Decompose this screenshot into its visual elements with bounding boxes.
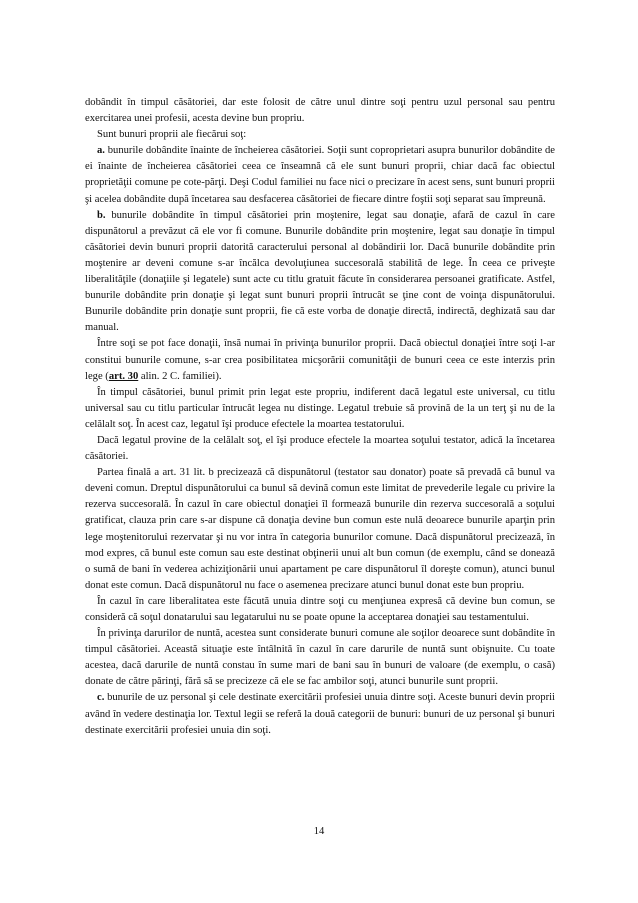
paragraph-art-31: Partea finală a art. 31 lit. b precizează că dispunătorul (testator sau donator) poate să prevadă că bunul va deveni comun. Dreptul dispunătorului ca bunul să devină comun este limitat de prevederile legale cu privire la rezerva succesorală. În cazul în care obiectul donaţiei îl formează bunurile din rezerva succesorală a soţului gratificat, clauza prin care s-ar dispune că donaţia devine bun comun este nulă deoarece bunurile aparţin prin lege moştenitorului rezervatar şi nu vor intra în categoria bunurilor comune. Dacă dispunătorul precizează, în mod expres, că bunul este comun sau este destinat obţinerii unui alt bun comun (de exemplu, când se donează o sumă de bani în vederea achiziţionării unui apartament pe care dispunătorul îl doreşte comun), atunci bunul donat este comun. Dacă dispunătorul nu face o asemenea precizare atunci bunul donat este bun propriu. (85, 467, 555, 591)
donations-text-before: Între soţi se pot face donaţii, însă numai în privinţa bunurilor proprii. Dacă obiectul donaţiei între soţi l-ar constitui bunurile comune, s-ar crea posibilitatea micşorării comunităţii de bunuri ceea ce este interzis prin lege ( (85, 338, 555, 382)
paragraph-item-b (85, 208, 555, 337)
paragraph-item-c (85, 690, 555, 738)
paragraph-liberality: În cazul în care liberalitatea este făcută unuia dintre soţi cu menţiunea expresă că devine bun comun, se consideră că soţul donatarului sau legatarului nu se poate opune la acceptarea donaţiei sau testamentului. (85, 595, 555, 623)
item-letter-b: b. (97, 209, 106, 221)
donations-text-after: alin. 2 C. familiei). (138, 370, 222, 382)
paragraph-legacy: În timpul căsătoriei, bunul primit prin legat este propriu, indiferent dacă legatul este universal, cu titlu universal sau cu titlu particular întrucât legea nu distinge. Legatul trebuie să provină de la un terţ şi nu de la celălalt soţ. În acest caz, legatul îşi produce efectele la moartea testatorului. (85, 386, 555, 430)
paragraph-item-a (85, 143, 555, 207)
article-30-link[interactable]: art. 30 (108, 370, 139, 382)
document-page (85, 95, 555, 739)
item-letter-c: c. (97, 692, 105, 704)
item-text-a: bunurile dobândite înainte de încheierea căsătoriei. Soţii sunt coproprietari asupra bunurilor dobândite de ei înainte de încheierea căsătoriei ceea ce înseamnă că ele sunt bunuri proprii, chiar dacă fac obiectul proprietăţii comune pe cote-părţi. Deşi Codul familiei nu face nici o precizare în acest sens, sunt bunuri proprii şi acelea dobândite după încetarea sau desfacerea căsătoriei de fiecare dintre foştii soţi separat sau împreună. (85, 145, 555, 205)
item-letter-a: a. (97, 145, 105, 157)
item-text-b: bunurile dobândite în timpul căsătoriei prin moştenire, legat sau donaţie, afară de cazul în care dispunătorul a prevăzut că ele vor fi comune. Bunurile dobândite prin moştenire, legat sau donaţie în timpul căsătoriei devin bunuri proprii datorită caracterului personal al dobândirii lor. Dacă bunurile dobândite prin moştenire ar deveni comune s-ar încălca devoluţiunea succesorală stabilită de lege. În ceea ce priveşte liberalităţile (donaţiile şi legatele) sunt acte cu titlu gratuit făcute în considerarea persoanei gratificate. Astfel, bunurile dobândite prin donaţie şi legat sunt bunuri proprii întrucât se ţine cont de voinţa dispunătorului. Bunurile dobândite prin donaţie sunt proprii, fie că este vorba de donaţie directă, indirectă, deghizată sau dar manual. (85, 209, 555, 334)
paragraph-wedding-gifts: În privinţa darurilor de nuntă, acestea sunt considerate bunuri comune ale soţilor deoarece sunt dobândite în timpul căsătoriei. Această situaţie este întâlnită în cazul în care darurile de nuntă sunt obişnuite. Cu toate acestea, dacă darurile de nuntă constau în sume mari de bani sau în bunuri de valoare (de exemplu, o casă) donate de către părinţi, fără să se precizeze că ele se fac ambilor soţi, atunci bunurile sunt proprii. (85, 628, 555, 688)
paragraph-intro: Sunt bunuri proprii ale fiecărui soţ: (97, 129, 247, 141)
page-number: 14 (313, 826, 325, 837)
item-text-c: bunurile de uz personal şi cele destinate exercitării profesiei unuia dintre soţi. Aceste bunuri devin proprii având în vedere destinaţia lor. Textul legii se referă la două categorii de bunuri: bunuri de uz personal şi bunuri destinate exercitării profesiei unuia din soţi. (85, 692, 555, 736)
paragraph-legacy-spouse: Dacă legatul provine de la celălalt soţ, el îşi produce efectele la moartea soţului testator, adică la încetarea căsătoriei. (85, 434, 555, 463)
paragraph-donations (85, 336, 555, 384)
paragraph-continuation: dobândit în timpul căsătoriei, dar este folosit de către unul dintre soţi pentru uzul personal sau pentru exercitarea unei profesii, acesta devine bun propriu. (85, 97, 555, 125)
